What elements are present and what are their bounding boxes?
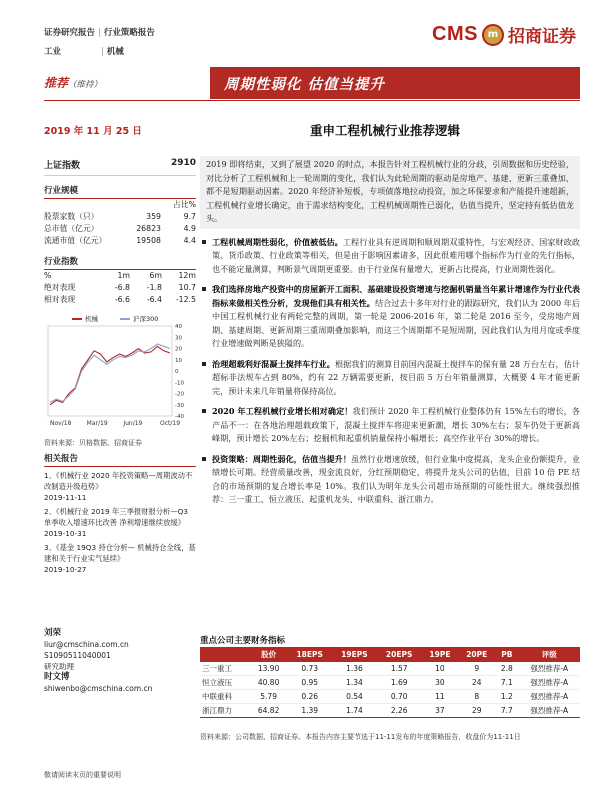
perf-chart-svg: [44, 312, 196, 432]
table-cell: 7.1: [495, 676, 518, 690]
assistant-email[interactable]: shiwenbo@cmschina.com.cn: [44, 684, 153, 693]
table-cell: 24: [458, 676, 495, 690]
table-row: [200, 662, 580, 676]
table-header-cell: 20PE: [458, 647, 495, 662]
series-line-csi300: [50, 344, 170, 403]
report-type: 证券研究报告: [44, 28, 96, 38]
body-paragraph: [200, 283, 580, 351]
perf-12m: -12.5: [175, 295, 196, 304]
scale-pct-header: 占比%: [172, 200, 196, 209]
headline-banner: 周期性弱化 估值当提升: [210, 67, 580, 99]
related-report-title[interactable]: 2、《机械行业 2019 年三季报财报分析—Q3 单季收入增速环比改善 净利增速继续放缓》: [44, 507, 189, 527]
related-report-date: 2019-10-27: [44, 565, 87, 574]
x-tick-label: Mar/19: [86, 420, 108, 427]
table-row: [200, 690, 580, 704]
company-name: 浙江鼎力: [200, 704, 250, 718]
table-cell: 强烈推荐-A: [519, 690, 580, 704]
scale-pct: 9.7: [183, 212, 196, 221]
table-cell: 64.82: [250, 704, 287, 718]
y-tick-label: 10: [175, 357, 182, 364]
perf-6m: -1.8: [146, 283, 162, 292]
x-tick-label: Jun/19: [123, 420, 143, 427]
related-report[interactable]: [44, 470, 196, 503]
report-subtitle: 重申工程机械行业推荐逻辑: [310, 123, 461, 138]
x-tick-label: Nov/18: [50, 420, 72, 427]
para-text: 虽然行业增速放缓，但行业集中度提高，龙头企业份额提升，业绩增长可期。经营质量改善，现金流良好，分红预期稳定，将提升龙头公司的估值，目前 10 倍 PE 结合的市场预期的复合增长率是 10%。我们认为明年龙头公司超市场预期的可能性很大。继续强烈推荐：三一重工、恒立液压、起重机龙头、中联重科、浙江鼎力。: [212, 453, 580, 504]
y-tick-label: -10: [175, 380, 184, 387]
perf-hdr-cell: 1m: [117, 271, 130, 280]
related-report-title[interactable]: 1、《机械行业 2020 年投资策略—周期波动不改制造升级趋势》: [44, 471, 193, 491]
scale-pct: 4.9: [183, 224, 196, 233]
table-cell: 1.39: [287, 704, 332, 718]
table-cell: 0.54: [332, 690, 377, 704]
y-tick-label: -40: [175, 414, 184, 420]
table-header-cell: 20EPS: [377, 647, 422, 662]
table-cell: 0.26: [287, 690, 332, 704]
para-lead: 工程机械周期性弱化，价值被低估。: [212, 236, 343, 247]
index-row: [44, 156, 196, 176]
table-header-cell: 股价: [250, 647, 287, 662]
related-report[interactable]: [44, 506, 196, 539]
y-tick-label: 30: [175, 335, 182, 342]
company-name: 中联重科: [200, 690, 250, 704]
table-header-cell: PB: [495, 647, 518, 662]
table-title: 重点公司主要财务指标: [200, 636, 286, 646]
report-date: 2019 年 11 月 25 日: [44, 126, 142, 137]
chart-legend: [72, 314, 158, 323]
scale-value: 359: [146, 212, 161, 221]
legend-item: [120, 314, 158, 323]
scale-row: [44, 223, 196, 235]
rating-qualifier: （维持）: [68, 80, 103, 90]
body-paragraph: [200, 236, 580, 277]
perf-hdr-cell: %: [44, 271, 52, 280]
y-tick-label: 20: [175, 346, 182, 353]
cms-logo: [432, 22, 576, 47]
y-tick-label: 40: [175, 324, 182, 330]
table-cell: 10: [422, 662, 459, 676]
report-type-line: 证券研究报告 | 行业策略报告: [44, 28, 155, 38]
table-header-cell: 评级: [519, 647, 580, 662]
scale-row: [44, 235, 196, 247]
y-tick-label: -30: [175, 402, 184, 409]
table-cell: 1.34: [332, 676, 377, 690]
perf-hdr-cell: 12m: [178, 271, 196, 280]
sector-primary: 工业: [44, 47, 62, 57]
table-cell: 40.80: [250, 676, 287, 690]
scale-header: [44, 199, 196, 211]
perf-title: 行业指数: [44, 255, 196, 270]
y-tick-label: 0: [175, 369, 179, 375]
para-lead: 投资策略：周期性弱化，估值当提升！: [212, 453, 352, 464]
table-cell: 1.74: [332, 704, 377, 718]
table-cell: 2.8: [495, 662, 518, 676]
perf-1m: -6.8: [114, 283, 130, 292]
table-row: [200, 704, 580, 718]
scale-value: 26823: [136, 224, 161, 233]
table-cell: 9: [458, 662, 495, 676]
para-text: 根据我们的测算目前国内混凝土搅拌车的保有量 28 万台左右，估计超标非法规车占到 80%，约有 22 万辆需要更新，按目前 5 万台年销量测算，大概要 4 年才能更新完，预计未来几年销量将保持高位。: [212, 358, 580, 396]
company-name: 三一重工: [200, 662, 250, 676]
logo-en: CMS: [432, 23, 478, 45]
table-header-cell: 19EPS: [332, 647, 377, 662]
table-cell: 强烈推荐-A: [519, 704, 580, 718]
table-header-row: [200, 647, 580, 662]
perf-chart: [44, 312, 196, 434]
x-tick-label: Oct/19: [160, 420, 181, 427]
table-cell: 5.79: [250, 690, 287, 704]
main-body: [200, 156, 580, 507]
legend-label: 机械: [85, 315, 98, 323]
scale-pct: 4.4: [183, 236, 196, 245]
scale-key: 总市值（亿元）: [44, 224, 99, 233]
report-subtype: 行业策略报告: [103, 28, 155, 38]
body-paragraph: [200, 358, 580, 399]
table-cell: 8: [458, 690, 495, 704]
perf-12m: 10.7: [178, 283, 196, 292]
sector-secondary: 机械: [106, 47, 124, 57]
analyst-block: [44, 628, 196, 694]
scale-key: 流通市值（亿元）: [44, 236, 107, 245]
table-cell: 11: [422, 690, 459, 704]
table-row: [200, 676, 580, 690]
para-lead: 我们选择房地产投资中的房屋新开工面积、基础建设投资增速与挖掘机销量当年累计增速作为行业代表指标来做相关性分析，发现他们具有相关性。: [212, 284, 580, 308]
header-divider: [44, 100, 580, 101]
related-report-date: 2019-10-31: [44, 529, 87, 538]
table-cell: 2.26: [377, 704, 422, 718]
table-cell: 29: [458, 704, 495, 718]
analyst-name: 刘荣: [44, 628, 62, 638]
assistant-name: 时文博: [44, 672, 70, 682]
para-lead: 治理超载利好混凝土搅拌车行业。: [212, 358, 335, 369]
index-label: 上证指数: [44, 161, 81, 171]
footer-note: 敬请阅读末页的重要说明: [44, 771, 121, 779]
related-title: 相关报告: [44, 452, 196, 467]
analyst-email[interactable]: liur@cmschina.com.cn: [44, 640, 129, 649]
table-cell: 0.70: [377, 690, 422, 704]
perf-1m: -6.6: [114, 295, 130, 304]
left-sidebar: [44, 156, 196, 575]
perf-hdr-cell: 6m: [149, 271, 162, 280]
para-text: 我们预计 2020 年工程机械行业整体仍有 15%左右的增长，各产品不一：在各地治理超载政策下，混凝土搅拌车将迎来更新潮，增长 30%左右；泵车仍处于更新高峰期，预计增长 20%左右；挖掘机和起重机销量保持小幅增长；高空作业平台 30%的增长。: [212, 406, 580, 443]
logo-cn: 招商证券: [508, 27, 576, 47]
financial-table: [200, 647, 580, 718]
table-cell: 0.73: [287, 662, 332, 676]
para-lead: 2020 年工程机械行业增长相对确定！: [212, 406, 353, 416]
assistant-role: 研究助理: [44, 662, 74, 671]
table-cell: 1.57: [377, 662, 422, 676]
para-text: 工程行业具有逆周期和顺周期双重特性，与宏观经济、国家财政政策、货币政策、行业政策等相关，但是由于影响因素诸多，因此很难用哪个指标作为行业的先行指标，也不能定量测算，判断景气周期更重要。由于行业保有量增大，更新占比提高，行业周期性弱化。: [212, 236, 580, 274]
legend-item: [72, 314, 98, 323]
rating: [44, 74, 102, 91]
table-cell: 1.2: [495, 690, 518, 704]
table-header-cell: 19PE: [422, 647, 459, 662]
table-cell: 1.36: [332, 662, 377, 676]
related-report-date: 2019-11-11: [44, 493, 87, 502]
perf-key: 绝对表现: [44, 283, 76, 292]
scale-title: 行业规模: [44, 184, 196, 199]
legend-label: 沪深300: [133, 315, 159, 323]
perf-key: 相对表现: [44, 295, 76, 304]
table-cell: 30: [422, 676, 459, 690]
scale-value: 19508: [136, 236, 161, 245]
table-cell: 7.7: [495, 704, 518, 718]
para-text: 结合过去十多年对行业的跟踪研究，我们认为 2000 年后中国工程机械行业有两轮完整的周期，第一轮是 2006-2016 年，第二轮是 2016 至今，受房地产周期、基建周期、更新周期三重周期叠加影响，而这三个周期都不是短周期，因此我们认为用月度或季度行业增速做判断是狭隘的。: [212, 297, 580, 348]
chart-frame: [48, 326, 172, 416]
logo-emblem-icon: m: [482, 24, 504, 46]
table-cell: 13.90: [250, 662, 287, 676]
chart-source: 资料来源：贝格数据、招商证券: [44, 439, 142, 447]
scale-key: 股票家数（只）: [44, 212, 99, 221]
perf-row: [44, 294, 196, 306]
company-name: 恒立液压: [200, 676, 250, 690]
sector-line: 工业 | 机械: [44, 47, 124, 57]
y-tick-label: -20: [175, 391, 184, 398]
table-cell: 0.95: [287, 676, 332, 690]
body-paragraph: [200, 453, 580, 507]
intro-summary: 2019 即将结束，又到了展望 2020 的时点，本报告针对工程机械行业的分歧，引周数据和历史经验，对比分析了工程机械和上一轮周期的变化，我们认为此轮周期的驱动是房地产、基建、更新三重叠加，都不是短期驱动因素。2020 年经济补短板，专项债落地拉动投资，加之环保要求和产能提升速超新，工程机械行业增长确定，由于需求结构变化，工程机械周期性已弱化，估值当提升，坚定持有低估值龙头。: [200, 156, 580, 229]
analyst-cert: S1090511040001: [44, 651, 111, 660]
table-cell: 1.69: [377, 676, 422, 690]
perf-6m: -6.4: [146, 295, 162, 304]
related-report-title[interactable]: 3、《基金 19Q3 持仓分析— 机械持仓全线，基建和关于行业实气延续》: [44, 543, 196, 563]
table-cell: 强烈推荐-A: [519, 662, 580, 676]
index-value: 2910: [170, 158, 196, 168]
related-report[interactable]: [44, 542, 196, 575]
body-paragraph: [200, 405, 580, 446]
table-source: 资料来源：公司数据、招商证券。本报告内容主要节选于11-11发布的年度策略报告，收盘价为11-11日: [200, 733, 521, 741]
perf-header: [44, 270, 196, 282]
table-cell: 37: [422, 704, 459, 718]
table-cell: 强烈推荐-A: [519, 676, 580, 690]
perf-row: [44, 282, 196, 294]
table-header-cell: [200, 647, 250, 662]
scale-row: [44, 211, 196, 223]
table-header-cell: 18EPS: [287, 647, 332, 662]
rating-label: 推荐: [44, 76, 69, 90]
